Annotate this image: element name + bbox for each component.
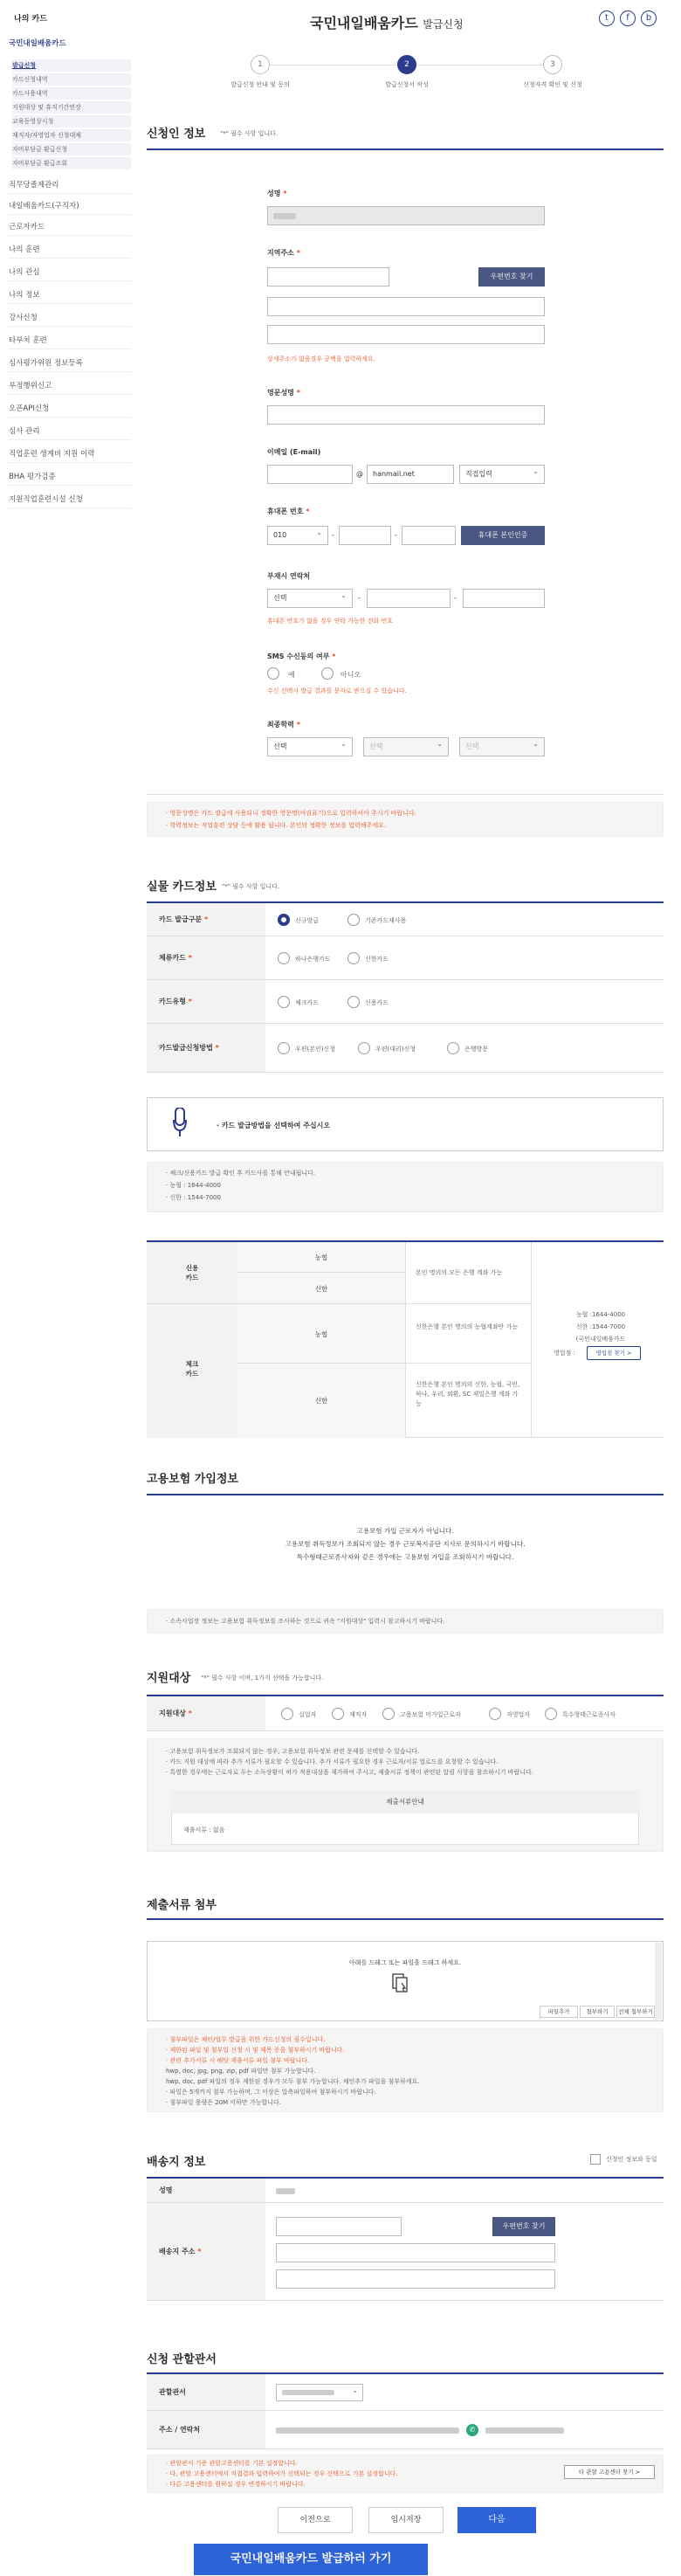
sms-yes-radio[interactable] [267, 667, 279, 680]
delivery-addr-label: 배송지 주소 * [147, 2203, 265, 2301]
target-uninsured-radio[interactable] [382, 1708, 395, 1720]
card-shinhan-label: 신한카드 [365, 956, 389, 963]
next-button[interactable]: 다음 [457, 2507, 536, 2533]
table-vline-2 [531, 1242, 532, 1438]
insurance-line-3: 특수형태근로종사자와 같은 경우에는 고용보험 가입을 조회하시기 바랍니다. [296, 1553, 514, 1561]
target-unemployed-label: 실업자 [299, 1711, 317, 1718]
target-selfemployed-label: 자영업자 [506, 1711, 531, 1718]
home-phone-label: 부재시 연락처 [267, 572, 311, 580]
attach-note-1: hwp, doc, jpg, png, zip, pdf 파일만 첨부 가능합니다. [166, 2068, 316, 2075]
email-label: 이메일 (E-mail) [267, 448, 321, 456]
card-row-1-label: 카드 발급구분 * [147, 903, 265, 936]
target-uninsured-label: 고용보험 미가입근로자 [400, 1711, 461, 1718]
target-title: 지원대상 [147, 1672, 191, 1685]
card-mail-proxy-label: 우편(대리)신청 [375, 1046, 416, 1053]
sidebar-item-10[interactable]: 부정행위신고 [9, 377, 131, 395]
contact-2: 신한 :1544-7000 [575, 1323, 626, 1330]
insurance-note: · 소속사업장 정보는 고용보험 취득정보를 조사하는 것으로 귀속 "지원대상" 입력시 참고하시기 바랍니다. [166, 1618, 445, 1625]
target-employed-label: 재직자 [349, 1711, 368, 1718]
sms-no-label: 아니오 [340, 671, 361, 679]
office-addr-redacted [276, 2428, 459, 2434]
sidebar-item-12[interactable]: 심사 관리 [9, 423, 131, 440]
sidebar-item-8[interactable]: 타부처 훈련 [9, 332, 131, 349]
sidebar-item-4[interactable]: 나의 훈련 [9, 241, 131, 259]
education-select-1[interactable]: 선택 ⌄ [267, 737, 353, 756]
eng-name-label: 영문성명 * [267, 389, 300, 397]
credit-card-label: 신용 카드 [185, 1264, 199, 1281]
add-file-button[interactable]: 파일추가 [540, 2006, 578, 2018]
target-note-1: · 고용보험 취득정보가 조회되지 않는 경우, 고용보험 취득정보 관련 문제를 선택할 수 있습니다. [166, 1748, 420, 1755]
email-id-input[interactable] [267, 465, 353, 484]
delivery-addr1-input[interactable] [276, 2243, 555, 2262]
table-line-3 [237, 1363, 531, 1364]
card-mail-proxy-radio[interactable] [358, 1042, 370, 1054]
step-3-label: 신청자격 확인 및 신청 [523, 81, 582, 88]
bank-desc-1: 본인 명의의 모든 은행 계좌 가능 [416, 1269, 503, 1276]
delivery-name-redacted [276, 2188, 295, 2194]
target-note-3: · 특별한 경우에는 근로자로 두는 소득상황이 허가 적용대상을 제가하여 주시고, 제출서류 정책이 관련된 알림 사항을 참조하시기 바랍니다. [166, 1769, 533, 1776]
applicant-req-note: "*" 필수 사항 입니다. [220, 130, 279, 137]
step-3: 3 [543, 55, 562, 74]
zip-input[interactable] [267, 267, 389, 287]
phone-last-input[interactable] [402, 526, 456, 545]
name-redacted [273, 213, 296, 219]
contact-4: 영업점 : [554, 1350, 575, 1357]
target-selfemployed-radio[interactable] [489, 1708, 501, 1720]
attach-warn-2: · 제한된 파일 및 첨부일 신청 시 및 제목 증을 첨부하시기 바랍니다. [166, 2047, 345, 2054]
sidebar-item-13[interactable]: 직업훈련 생계비 지원 이력 [9, 445, 131, 463]
doc-table-header: 제출서류안내 [171, 1791, 639, 1813]
sidebar-item-15[interactable]: 지원직업훈련시설 신청 [9, 491, 131, 508]
sidebar-item-5[interactable]: 나의 관심 [9, 264, 131, 281]
target-employed-radio[interactable] [332, 1708, 344, 1720]
apply-banner-button[interactable]: 국민내일배움카드 발급하러 가기 [194, 2544, 428, 2575]
office-warn-2: · 다, 관할 고용센터에서 직접결과 입력하여가 선택되는 경우 선택으로 기본 설정합니다. [166, 2470, 398, 2477]
home-phone-warn: 휴대폰 번호가 없을 경우 연락 가능한 전화 번호 [267, 618, 394, 625]
step-1: 1 [251, 55, 270, 74]
delivery-zip-button[interactable]: 우편번호 찾기 [492, 2217, 555, 2236]
microphone-icon [173, 1108, 187, 1137]
facebook-icon[interactable]: f [620, 10, 636, 26]
check-bank-2: 신한 [314, 1397, 328, 1405]
sidebar-item-14[interactable]: BHA 평가검증 [9, 468, 131, 486]
sidebar-item-2[interactable]: 내일배움카드(구직자) [9, 197, 131, 215]
phone-mid-input[interactable] [339, 526, 391, 545]
card-mail-self-radio[interactable] [278, 1042, 290, 1054]
attach-note-4: · 첨부파일 용량은 20M 이하만 가능합니다. [166, 2099, 281, 2106]
address1-input[interactable] [267, 297, 545, 316]
change-office-button[interactable]: 타 관할 고용센터 찾기 > [564, 2465, 655, 2479]
attach-note-3: · 파일은 5개까지 첨부 가능하며, 그 이상은 압축파일하여 첨부하시기 바랍니다. [166, 2089, 376, 2096]
card-row-3-label: 카드유형 * [147, 980, 265, 1024]
contact-1: 농협 :1644-4000 [575, 1311, 626, 1318]
office-select[interactable]: ⌄ [276, 2384, 363, 2401]
eng-name-input[interactable] [267, 405, 545, 425]
sidebar-sub-refund-check[interactable]: 자비부담금 환급조회 [12, 157, 131, 169]
office-row [147, 2374, 664, 2411]
phone-verify-button[interactable]: 휴대폰 본인인증 [461, 526, 545, 545]
card-new-radio[interactable] [278, 914, 290, 926]
check-bank-1: 농협 [314, 1330, 328, 1338]
education-select-2[interactable]: 선택 ⌄ [363, 737, 449, 756]
education-select-3[interactable]: 선택 ⌄ [459, 737, 545, 756]
education-label: 최종학력 * [267, 721, 300, 729]
card-credit-radio[interactable] [347, 996, 360, 1008]
card-new-label: 신규발급 [295, 917, 320, 924]
target-special-radio[interactable] [545, 1708, 557, 1720]
home-phone-select[interactable]: 선택 ⌄ [267, 589, 353, 608]
sms-label: SMS 수신동의 여부 * [267, 653, 336, 660]
same-as-applicant-label: 신청인 정보와 동일 [606, 2156, 657, 2163]
bank-desc-2: 신한은행 본인 명의의 농협계좌만 가능 [416, 1323, 519, 1330]
sidebar-sub-refund[interactable]: 자비부담금 환급신청 [12, 143, 131, 155]
sidebar-item-7[interactable]: 강사신청 [9, 309, 131, 327]
credit-bank-2: 신한 [314, 1285, 328, 1293]
card-shinhan-radio[interactable] [347, 952, 360, 964]
delivery-title: 배송지 정보 [147, 2156, 206, 2169]
applicant-notes-box [147, 802, 664, 837]
sms-warn: 수신 선택시 발급 결과를 문자로 받으실 수 있습니다. [267, 687, 407, 694]
sidebar-sub-usage[interactable]: 카드사용내역 [12, 87, 131, 100]
attach-warn-1: · 첨부파일은 체인/업무 발급을 위한 카드신청의 필수입니다. [166, 2036, 326, 2043]
insurance-line-1: 고용보험 가입 근로자가 아닙니다. [356, 1527, 454, 1535]
card-req-note: "*" 필수 사항 입니다. [222, 883, 280, 890]
insurance-title: 고용보험 가입정보 [147, 1473, 238, 1486]
attach-title: 제출서류 첨부 [147, 1899, 217, 1912]
card-bank-label: 은행방문 [464, 1046, 489, 1053]
attach-warn-3: · 관련 추가서류 시 해당 제출서류 파일 첨부 바랍니다. [166, 2057, 310, 2064]
check-card-label: 체크 카드 [185, 1360, 199, 1378]
page-title-main: 국민내일배움카드 [310, 15, 418, 31]
name-label: 성명 * [267, 190, 287, 197]
mic-note-1: · 체크/신용카드 발급 확인 후 카드사를 통해 안내됩니다. [166, 1170, 316, 1177]
sidebar-item-9[interactable]: 심사평가위원 정보등록 [9, 355, 131, 372]
zip-button[interactable]: 우편번호 찾기 [478, 267, 545, 287]
address-label: 지역주소 * [267, 249, 300, 257]
office-label: 관할관서 [147, 2374, 265, 2411]
phone-label: 휴대폰 번호 * [267, 508, 310, 515]
sidebar-item-3[interactable]: 근로자카드 [9, 218, 131, 236]
mic-text: · 카드 발급방법을 선택하여 주십시오 [217, 1122, 331, 1129]
delivery-name-label: 성명 [147, 2179, 265, 2203]
doc-table-item: 제출서류 : 없음 [183, 1827, 225, 1834]
save-button[interactable]: 임시저장 [368, 2507, 444, 2533]
applicant-note-1: · 영문성명은 카드 발급에 사용되니 정확한 영문명(여권표기)으로 입력하셔야 주시기 바랍니다. [166, 810, 416, 817]
sidebar-sub-history[interactable]: 카드신청내역 [12, 73, 131, 86]
sidebar-sub-extend[interactable]: 지원대상 및 휴직기간연장 [12, 101, 131, 114]
card-row-2 [147, 936, 664, 980]
attach-line [147, 1918, 664, 1920]
delivery-name-row [147, 2179, 664, 2203]
sidebar-title: 나의 카드 [14, 15, 47, 24]
sidebar-item-6[interactable]: 나의 정보 [9, 287, 131, 304]
sidebar-sub-replace[interactable]: 재직자/자영업자 신청대체 [12, 129, 131, 142]
file-upload-icon [391, 1972, 410, 1993]
card-check-radio[interactable] [278, 996, 290, 1008]
table-vline-1 [405, 1242, 406, 1438]
same-as-applicant-checkbox[interactable] [590, 2154, 601, 2165]
name-field [267, 206, 545, 225]
attach-all-button[interactable]: 전체 첨부하기 [616, 2006, 655, 2018]
card-reuse-radio[interactable] [347, 914, 360, 926]
office-addr-label: 주소 / 연락처 [147, 2411, 265, 2449]
attach-button[interactable]: 첨부하기 [580, 2006, 615, 2018]
email-domain-select[interactable]: 직접입력 ⌄ [459, 465, 545, 484]
email-at: @ [356, 470, 363, 478]
home-dash-1: - [358, 594, 361, 602]
sidebar-sub-video[interactable]: 교육동영상시청 [12, 115, 131, 128]
step-2: 2 [397, 55, 416, 74]
sidebar-item-1[interactable]: 직무당졸제관리 [9, 176, 131, 194]
step-2-label: 발급신청서 작성 [385, 81, 429, 88]
page-subtitle: 발급신청 [423, 18, 464, 31]
address-warn: 상세주소가 없을경우 공백을 입력하세요. [267, 356, 375, 363]
office-warn-3: · 다른 고용센터를 원하실 경우 변경하시기 바랍니다. [166, 2481, 306, 2488]
home-dash-2: - [454, 594, 457, 602]
step-1-label: 발급신청 안내 및 동의 [230, 81, 290, 88]
card-title: 실물 카드정보 [147, 881, 217, 894]
blog-icon[interactable]: b [641, 10, 657, 26]
card-row-2-label: 체류카드 * [147, 936, 265, 980]
target-note-2: · 카드 지원 대상에 따라 추가 서류가 필요할 수 있습니다. 추가 서류가 필요한 경우 근로자/서류 업로드를 요청할 수 있습니다. [166, 1758, 499, 1765]
card-reuse-label: 기존카드재사용 [365, 917, 407, 924]
card-hana-label: 하나은행카드 [295, 956, 331, 963]
find-branch-button[interactable]: 영업점 찾기 > [587, 1346, 641, 1360]
card-bank-radio[interactable] [447, 1042, 459, 1054]
card-check-label: 체크카드 [295, 999, 320, 1006]
sms-yes-label: 예 [288, 671, 295, 679]
delivery-addr2-input[interactable] [276, 2269, 555, 2289]
mic-note-3: · 신한 : 1544-7000 [166, 1194, 221, 1201]
insurance-line-2: 고용보험 취득정보가 조회되지 않는 경우 근로복지공단 지사로 문의하시기 바랍니다. [285, 1540, 526, 1548]
table-line-2 [237, 1272, 405, 1273]
page-title [310, 12, 464, 32]
target-label: 지원대상 * [147, 1696, 265, 1731]
office-warn-1: · 관할관서 기준 관할고용센터를 기본 설정합니다. [166, 2460, 298, 2467]
card-row-4-label: 카드발급신청방법 * [147, 1024, 265, 1073]
email-domain-input[interactable]: hanmail.net [367, 465, 454, 484]
phone-prefix-select[interactable]: 010 ⌄ [267, 526, 328, 545]
card-credit-label: 신용카드 [365, 999, 389, 1006]
phone-dash-1: - [332, 531, 334, 539]
sidebar-item-11[interactable]: 오픈API신청 [9, 400, 131, 418]
attach-note-2: hwp, doc, pdf 파일의 경우 제한된 경우가 모두 첨부 가능합니다. 체인추가 파일을 첨부하세요. [166, 2078, 420, 2085]
mic-note-2: · 농협 : 1644-4000 [166, 1182, 221, 1189]
insurance-line [147, 1494, 664, 1495]
target-unemployed-radio[interactable] [281, 1708, 293, 1720]
target-req-note: "*" 필수 사항 이며, 1가지 선택을 가능합니다. [201, 1675, 324, 1682]
card-row-3 [147, 980, 664, 1024]
delivery-zip-input[interactable] [276, 2217, 402, 2236]
phone-icon: ✆ [466, 2424, 478, 2436]
office-phone-redacted [485, 2428, 564, 2434]
drop-text: 아래를 드래그 또는 파일을 드래그 하세요. [348, 1959, 462, 1966]
contact-3: (국민내일배움카드 [575, 1336, 626, 1343]
insurance-msg [147, 1524, 664, 1564]
card-hana-radio[interactable] [278, 952, 290, 964]
address2-input[interactable] [267, 325, 545, 344]
table-line-1 [147, 1303, 531, 1304]
sidebar-sub-apply[interactable]: 발급신청 [12, 59, 131, 72]
target-special-label: 특수형태근로종사자 [562, 1711, 616, 1718]
home-last-input[interactable] [463, 589, 545, 608]
twitter-icon[interactable]: t [599, 10, 615, 26]
home-mid-input[interactable] [367, 589, 451, 608]
sms-no-radio[interactable] [321, 667, 334, 680]
bank-desc-3: 신한은행 본인 명의의 신한, 농협, 국민, 하나, 우리, 외환, SC 제일은행 계좌 가능 [416, 1381, 520, 1407]
credit-bank-1: 농협 [314, 1253, 328, 1261]
drop-scrollbar[interactable] [655, 1943, 662, 2020]
applicant-note-2: · 학력정보는 직업훈련 상담 등에 활용 됩니다. 본인의 정확한 정보를 입력해주세요. [166, 822, 387, 829]
card-mail-self-label: 우편(본인)신청 [295, 1046, 336, 1053]
sidebar-item-card[interactable]: 국민내일배움카드 [9, 39, 66, 48]
phone-dash-2: - [395, 531, 397, 539]
office-title: 신청 관할관서 [147, 2353, 217, 2366]
applicant-title: 신청인 정보 [147, 128, 206, 141]
prev-button[interactable]: 이전으로 [278, 2507, 353, 2533]
